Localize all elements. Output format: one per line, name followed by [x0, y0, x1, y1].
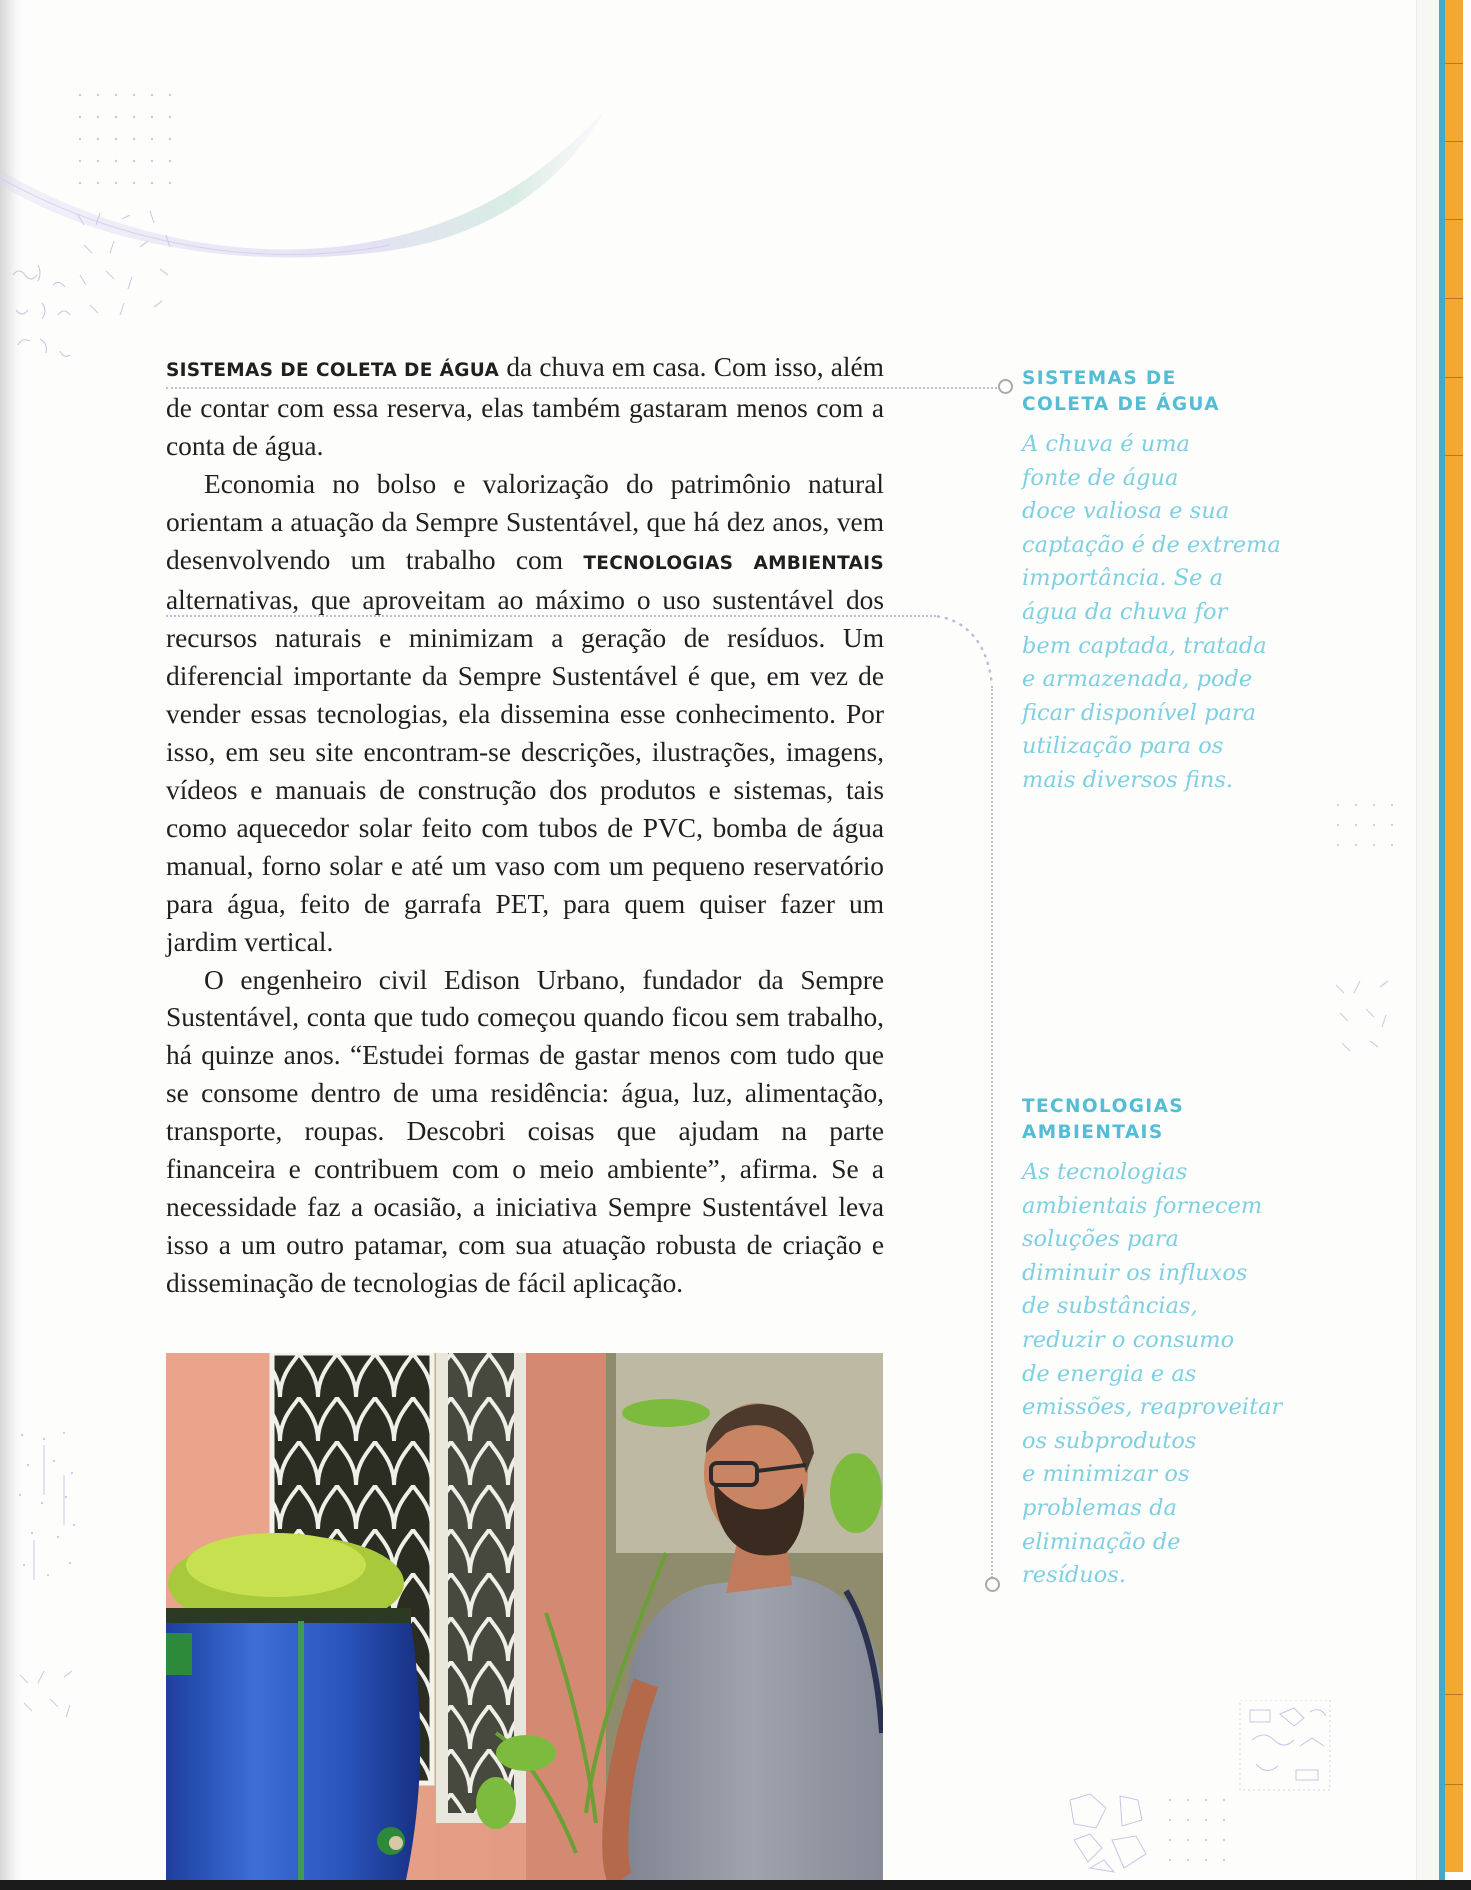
photo-man-with-rain-barrel — [166, 1353, 883, 1880]
glossary-title-line: TECNOLOGIAS — [1022, 1096, 1185, 1117]
page-edge-orange-tab — [1445, 0, 1463, 1872]
paragraph-1 — [166, 349, 884, 466]
connector-vertical-line — [991, 686, 993, 1578]
decorative-dot-pattern-right-mid — [1330, 795, 1410, 1075]
bottom-scan-edge — [0, 1880, 1471, 1890]
glossary-title-line: SISTEMAS DE — [1022, 368, 1177, 389]
glossary-body: As tecnologias ambientais fornecem soluções para diminuir os influxos de substâncias, reduzir o consumo de energia e as emissões, reaproveitar os subprodutos e minimizar os problemas da eliminação de resíduos. — [1022, 1159, 1283, 1589]
edge-tick — [1445, 298, 1463, 299]
edge-tick — [1445, 1784, 1463, 1785]
connector-line-tecnologias — [166, 615, 936, 617]
glossary-title-line: AMBIENTAIS — [1022, 1122, 1164, 1143]
paragraph-1-text: da chuva em casa. Com isso, além de contar com essa reserva, elas também gastaram menos com a conta de água. — [166, 352, 884, 461]
glossary-title — [1022, 366, 1292, 418]
paragraph-3 — [166, 962, 884, 1303]
article-body — [166, 349, 884, 1303]
connector-ring-icon — [985, 1577, 1000, 1592]
page-edge — [1416, 0, 1440, 1880]
glossary-body: A chuva é uma fonte de água doce valiosa e sua captação é de extrema importância. Se a água da chuva for bem captada, tratada e armazenada, pode ficar disponível para utilização para os mais diversos fins. — [1022, 431, 1281, 793]
edge-tick — [1445, 377, 1463, 378]
edge-tick — [1445, 219, 1463, 220]
glossary-title-line: COLETA DE ÁGUA — [1022, 394, 1220, 415]
photo-illustration — [166, 1353, 883, 1880]
decorative-dot-pattern-bottom-left — [14, 1425, 79, 1735]
edge-tick — [1445, 455, 1463, 456]
glossary-title — [1022, 1094, 1292, 1146]
connector-curve — [930, 608, 1000, 688]
edge-tick — [1445, 1694, 1463, 1695]
connector-ring-icon — [998, 379, 1013, 394]
keyword-sistemas-de-coleta: SISTEMAS DE COLETA DE ÁGUA — [166, 360, 500, 381]
decorative-pattern-bottom-right — [1060, 1700, 1350, 1880]
paragraph-3-text: O engenheiro civil Edison Urbano, fundador da Sempre Sustentável, conta que tudo começou quando ficou sem trabalho, há quinze anos. “Estudei formas de gastar menos com tudo que se consome dentro de uma residência: água, luz, alimentação, transporte, roupas. Descobri coisas que ajudam na parte financeira e contribuem com o meio ambiente”, afirma. Se a necessidade faz a ocasião, a iniciativa Sempre Sustentável leva isso a um outro patamar, com sua atuação robusta de criação e disseminação de tecnologias de fácil aplicação. — [166, 964, 884, 1298]
edge-tick — [1445, 63, 1463, 64]
connector-line-coleta — [166, 387, 1001, 389]
paragraph-2 — [166, 466, 884, 962]
decorative-dot-pattern-top-left — [70, 85, 180, 345]
paragraph-2-text-after: alternativas, que aproveitam ao máximo o uso sustentável dos recursos naturais e minimizam a geração de resíduos. Um diferencial importante da Sempre Sustentável é que, em vez de vender essas tecnologias, ela dissemina esse conhecimento. Por isso, em seu site encontram-se descrições, ilustrações, imagens, vídeos e manuais de construção dos produtos e sistemas, tais como aquecedor solar feito com tubos de PVC, bomba de água manual, forno solar e até um vaso com um pequeno reservatório para água, feito de garrafa PET, para quem quiser fazer um jardim vertical. — [166, 585, 884, 957]
decorative-squiggle-pattern-left — [8, 255, 78, 385]
glossary-note-tecnologias — [1022, 1094, 1292, 1593]
glossary-note-coleta — [1022, 366, 1292, 798]
edge-tick — [1445, 141, 1463, 142]
keyword-tecnologias-ambientais: TECNOLOGIAS AMBIENTAIS — [583, 552, 884, 574]
paragraph-2-text-before: Economia no bolso e valorização do patrimônio natural orientam a atuação da Sempre Sustentável, que há dez anos, vem desenvolvendo um trabalho com — [166, 468, 884, 575]
